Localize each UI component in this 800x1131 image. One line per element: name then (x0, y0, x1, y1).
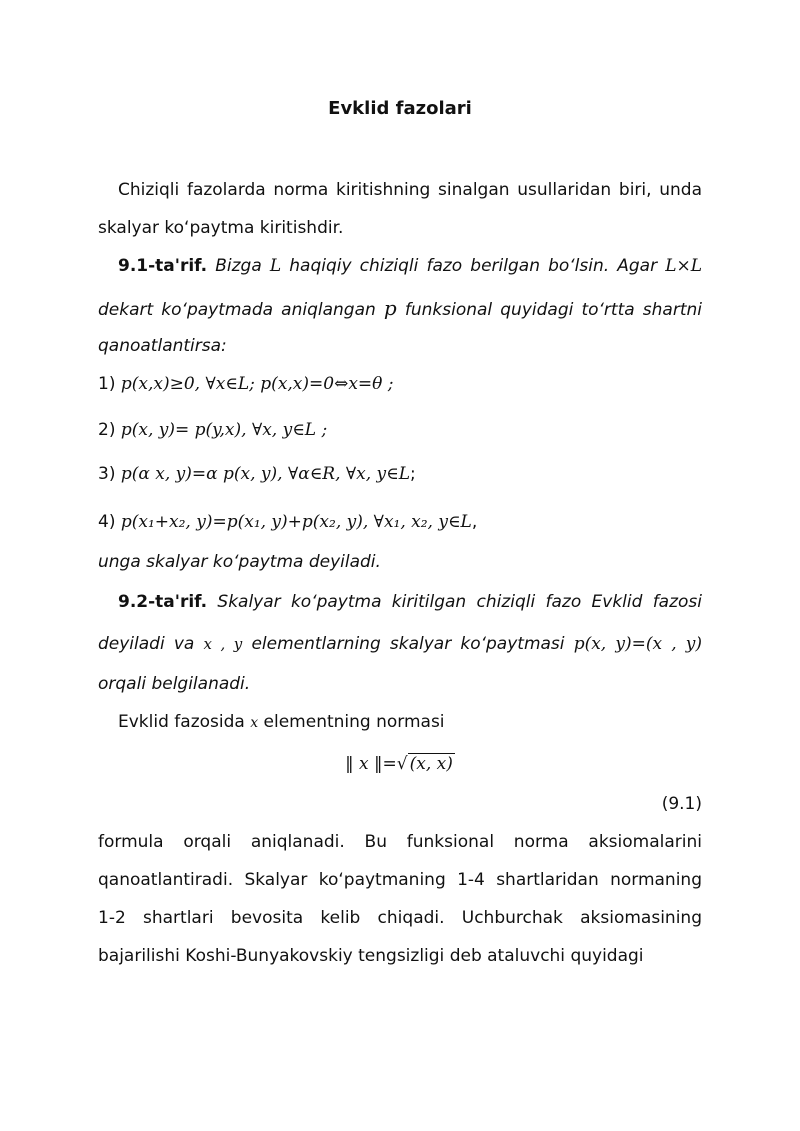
math-symbol: p (383, 296, 397, 320)
norm-formula: ‖ x ‖=√ (x, x) (345, 754, 453, 774)
paragraph-line: qanoatlantiradi. Skalyar ko‘paytmaning 1-4 shartlaridan normaning (98, 870, 702, 890)
paragraph-line: formula orqali aniqlanadi. Bu funksional norma aksiomalarini (98, 832, 702, 852)
definition-label: 9.1-ta'rif. (118, 256, 208, 276)
math-symbol: x (250, 715, 259, 731)
definition-label: 9.2-ta'rif. (118, 592, 208, 612)
condition-3: 3) p(α x, y)=α p(x, y), ∀α∈R, ∀x, y∈L; (98, 464, 416, 484)
condition-2: 2) p(x, y)= p(y,x), ∀x, y∈L ; (98, 420, 328, 440)
page-title: Evklid fazolari (328, 98, 472, 119)
math-formula: p(x,x)≥0, ∀x∈L; p(x,x)=0⇔x=θ ; (120, 374, 394, 394)
math-formula: p(x, y)=(x , y) (573, 634, 703, 654)
paragraph-line: Chiziqli fazolarda norma kiritishning sinalgan usullaridan biri, unda (118, 180, 702, 200)
paragraph-line: 1-2 shartlari bevosita kelib chiqadi. Uchburchak aksiomasining (98, 908, 702, 928)
paragraph-line: skalyar ko‘paytma kiritishdir. (98, 218, 344, 238)
definition-line: 9.1-ta'rif. Bizga L haqiqiy chiziqli fazo berilgan bo‘lsin. Agar L×L (118, 256, 703, 276)
paragraph-line: bajarilishi Koshi-Bunyakovskiy tengsizligi deb ataluvchi quyidagi (98, 946, 644, 966)
definition-line: qanoatlantirsa: (98, 336, 227, 356)
definition-end: unga skalyar ko‘paytma deyiladi. (98, 552, 381, 572)
condition-1: 1) p(x,x)≥0, ∀x∈L; p(x,x)=0⇔x=θ ; (98, 374, 394, 394)
math-symbol: x , y (203, 635, 243, 653)
definition-line: orqali belgilanadi. (98, 674, 251, 694)
math-symbol: L (269, 256, 282, 276)
equation-number: (9.1) (661, 794, 702, 814)
definition-line: 9.2-ta'rif. Skalyar ko‘paytma kiritilgan chiziqli fazo Evklid fazosi (118, 592, 702, 612)
math-formula: p(x₁+x₂, y)=p(x₁, y)+p(x₂, y), ∀x₁, x₂, y∈L (120, 512, 472, 532)
math-formula: p(α x, y)=α p(x, y), ∀α∈R, ∀x, y∈L (120, 464, 411, 484)
math-formula: p(x, y)= p(y,x), ∀x, y∈L ; (120, 420, 328, 440)
definition-line: dekart ko‘paytmada aniqlangan p funksional quyidagi to‘rtta shartni (98, 296, 702, 320)
definition-line: deyiladi va x , y elementlarning skalyar ko‘paytmasi p(x, y)=(x , y) (98, 634, 703, 654)
condition-4: 4) p(x₁+x₂, y)=p(x₁, y)+p(x₂, y), ∀x₁, x₂, y∈L, (98, 512, 478, 532)
paragraph-line: Evklid fazosida x elementning normasi (118, 712, 445, 732)
math-symbol: L×L (665, 256, 703, 276)
